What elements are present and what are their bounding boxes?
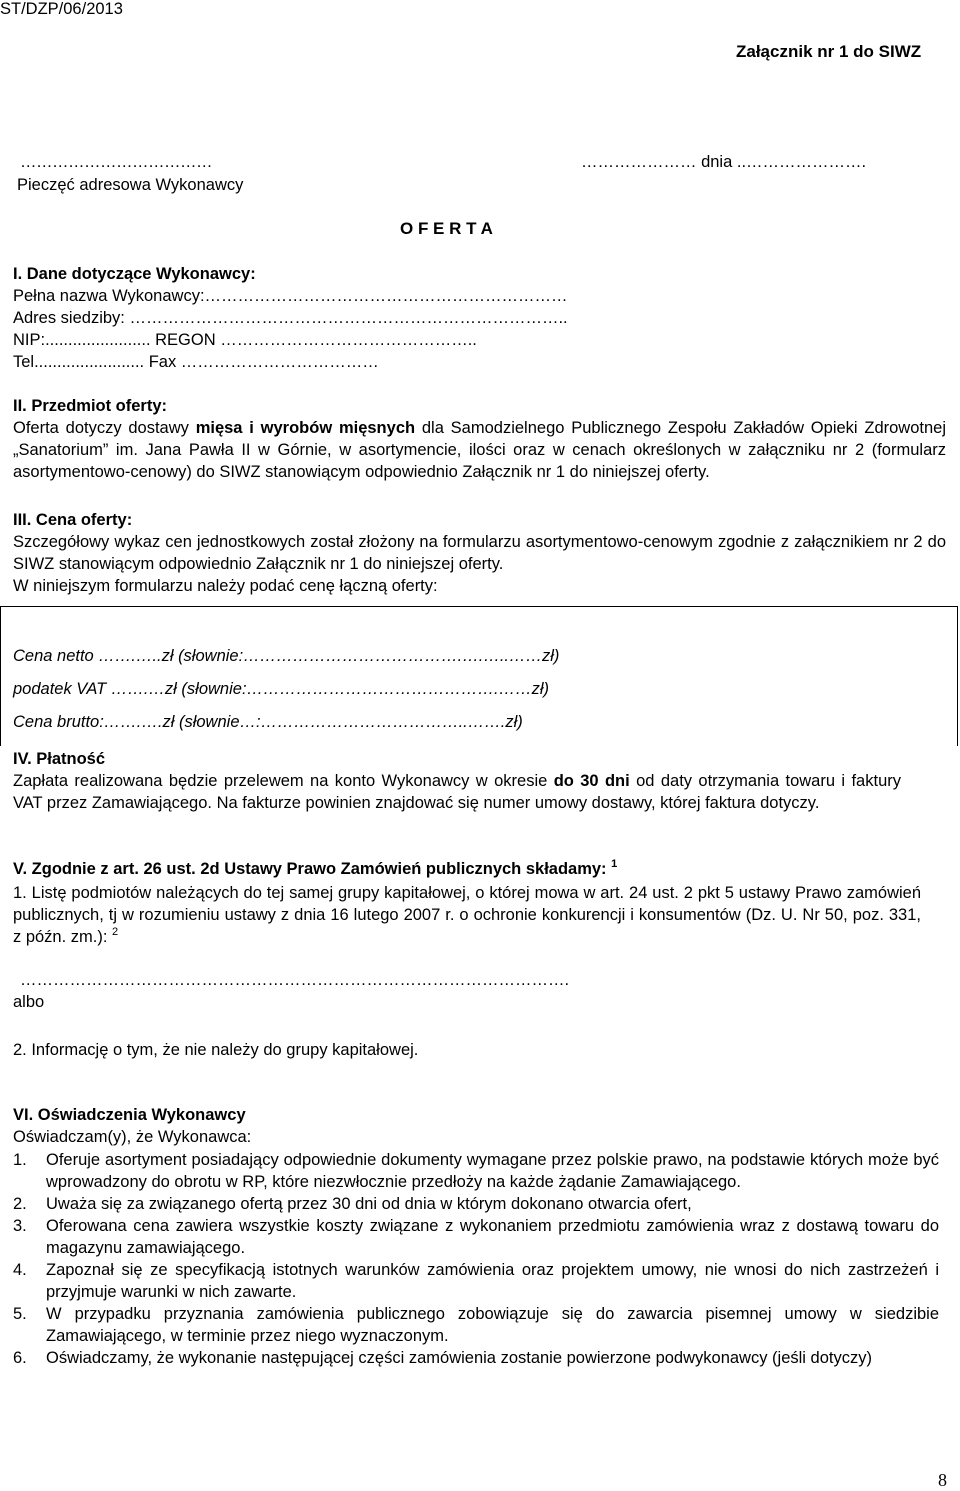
section-6-intro: Oświadczam(y), że Wykonawca: xyxy=(13,1128,252,1146)
section-6-heading: VI. Oświadczenia Wykonawcy xyxy=(13,1106,246,1124)
stamp-label: Pieczęć adresowa Wykonawcy xyxy=(17,176,244,194)
list-item: 4. Zapoznał się ze specyfikacją istotnych warunków zamówienia oraz projektem umowy, nie wnosi do nich zastrzeżeń i przyjmuje warunki w nich zawarte. xyxy=(13,1261,939,1301)
nip-regon-field: NIP:....................... REGON ……………………………………….. xyxy=(13,331,477,349)
stamp-dots: ……………………………… xyxy=(20,153,212,171)
section-2-heading: II. Przedmiot oferty: xyxy=(13,397,168,415)
date-line: ………………… dnia ..…………………. xyxy=(581,153,867,171)
section-5-heading: V. Zgodnie z art. 26 ust. 2d Ustawy Prawo Zamówień publicznych składamy: $^1$ xyxy=(13,858,618,878)
vat-line: podatek VAT …….…zł (słownie:……………………………………….……zł) xyxy=(13,680,550,698)
section-1-heading: I. Dane dotyczące Wykonawcy: xyxy=(13,265,256,283)
section-2-text: Oferta dotyczy dostawy mięsa i wyrobów mięsnych dla Samodzielnego Publicznego Zespołu Zakładów Opieki Zdrowotnej „Sanatorium” im. Jana Pawła II w Górnie, w asortymencie, ilości oraz w cenach określonych w załączniku nr 2 (formularz asortymentowo-cenowy) do SIWZ stanowiącym odpowiednio Załącznik nr 1 do niniejszej oferty. xyxy=(13,419,946,481)
option-1-dots: ………………………………………………………………………………………. xyxy=(20,971,570,989)
offer-title: O F E R T A xyxy=(400,219,493,238)
or-label: albo xyxy=(13,993,45,1011)
statements-list xyxy=(13,1149,939,1369)
list-item: 3. Oferowana cena zawiera wszystkie koszty związane z wykonaniem przedmiotu zamówienia wraz z dostawą towaru do magazynu zamawiającego. xyxy=(13,1217,939,1257)
address-field: Adres siedziby: …………………………………………………………………….. xyxy=(13,309,568,327)
net-price-line: Cena netto …….…..zł (słownie:………………………………….….…..……zł) xyxy=(13,647,560,665)
footnote-2: 2 xyxy=(112,926,119,938)
document-reference: ST/DZP/06/2013 xyxy=(0,0,123,18)
page-number: 8 xyxy=(938,1470,947,1490)
option-2-text: 2. Informację o tym, że nie należy do grupy kapitałowej. xyxy=(13,1041,419,1059)
footnote-1: 1 xyxy=(611,858,618,870)
section-4-text: Zapłata realizowana będzie przelewem na konto Wykonawcy w okresie do 30 dni od daty otrzymania towaru i faktury VAT przez Zamawiającego. Na fakturze powinien znajdować się numer umowy dostawy, której faktura dotyczy. xyxy=(13,772,901,812)
section-3-heading: III. Cena oferty: xyxy=(13,511,133,529)
list-item: 6. Oświadczamy, że wykonanie następującej części zamówienia zostanie powierzone podwykonawcy (jeśli dotyczy) xyxy=(13,1349,872,1367)
annex-title: Załącznik nr 1 do SIWZ xyxy=(736,42,922,61)
full-name-field: Pełna nazwa Wykonawcy:………………………………………………………… xyxy=(13,287,568,305)
gross-price-line: Cena brutto:…….….zł (słownie…:………………………………..…….zł) xyxy=(13,713,523,731)
section-3-text: Szczegółowy wykaz cen jednostkowych został złożony na formularzu asortymentowo-cenowym zgodnie z załącznikiem nr 2 do SIWZ stanowiącym odpowiednio Załącznik nr 1 do niniejszej oferty. xyxy=(13,533,946,573)
section-4-heading: IV. Płatność xyxy=(13,750,106,768)
list-item: 1. Oferuje asortyment posiadający odpowiednie dokumenty wymagane przez polskie prawo, na podstawie których może być wprowadzony do obrotu w RP, które niezwłocznie przedłoży na każde żądanie Zamawiającego. xyxy=(13,1151,939,1191)
tel-fax-field: Tel........................ Fax ……………………………… xyxy=(13,353,379,371)
price-instruction: W niniejszym formularzu należy podać cenę łączną oferty: xyxy=(13,577,438,595)
list-item: 2. Uważa się za związanego ofertą przez 30 dni od dnia w którym dokonano otwarcia ofert, xyxy=(13,1195,692,1213)
list-item: 5. W przypadku przyznania zamówienia publicznego zobowiązuje się do zawarcia pisemnej umowy w siedzibie Zamawiającego, w terminie przez niego wyznaczonym. xyxy=(13,1305,939,1345)
option-1-text: 1. Listę podmiotów należących do tej samej grupy kapitałowej, o której mowa w art. 24 ust. 2 pkt 5 ustawy Prawo zamówień publicznych, tj w rozumieniu ustawy z dnia 16 lutego 2007 r. o ochronie konkurencji i konsumentów (Dz. U. Nr 50, poz. 331, z późn. zm.): $^2$ xyxy=(13,884,921,946)
